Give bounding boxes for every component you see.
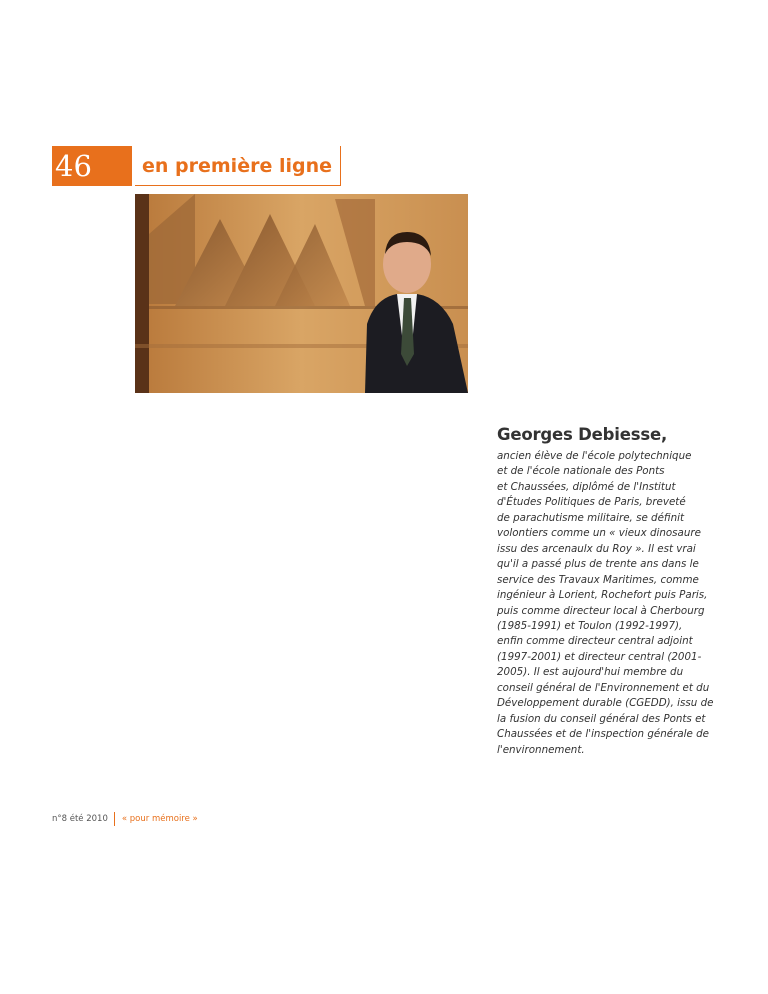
footer-divider — [114, 812, 115, 826]
bio-line: volontiers comme un « vieux dinosaure — [497, 527, 701, 540]
bio-line: Chaussées et de l'inspection générale de — [497, 728, 709, 741]
bio-line: d'Études Politiques de Paris, breveté — [497, 496, 686, 509]
bio-line: qu'il a passé plus de trente ans dans le — [497, 558, 699, 571]
biography-text — [497, 449, 714, 758]
bio-line: et de l'école nationale des Ponts — [497, 465, 665, 478]
page-number-text: 46 — [55, 149, 92, 183]
bio-line: ingénieur à Lorient, Rochefort puis Paris, — [497, 589, 708, 602]
bio-line: enfin comme directeur central adjoint — [497, 635, 693, 648]
bio-line: Développement durable (CGEDD), issu de — [497, 697, 714, 710]
section-title-text: en première ligne — [142, 154, 332, 177]
bio-line: et Chaussées, diplômé de l'Institut — [497, 480, 676, 493]
page-number — [52, 146, 132, 186]
bio-line: ancien élève de l'école polytechnique — [497, 450, 692, 462]
bio-line: (1985-1991) et Toulon (1992-1997), — [497, 619, 683, 632]
bio-line: puis comme directeur local à Cherbourg — [497, 604, 705, 617]
portrait-illustration — [135, 194, 468, 393]
bio-line: la fusion du conseil général des Ponts et — [497, 712, 706, 725]
bio-line: de parachutisme militaire, se définit — [497, 511, 685, 524]
bio-line: 2005). Il est aujourd'hui membre du — [497, 666, 684, 679]
bio-line: issu des arcenaulx du Roy ». Il est vrai — [497, 542, 696, 555]
bio-line: l'environnement. — [497, 743, 585, 756]
issue-label: n°8 été 2010 — [52, 814, 108, 824]
person-name: Georges Debiesse, — [497, 425, 668, 444]
series-label: « pour mémoire » — [121, 814, 198, 824]
bio-line: service des Travaux Maritimes, comme — [497, 573, 699, 586]
portrait-photo — [135, 194, 468, 393]
section-title — [135, 146, 341, 186]
page-footer — [52, 812, 198, 826]
bio-line: conseil général de l'Environnement et du — [497, 681, 710, 694]
bio-line: (1997-2001) et directeur central (2001- — [497, 650, 702, 663]
